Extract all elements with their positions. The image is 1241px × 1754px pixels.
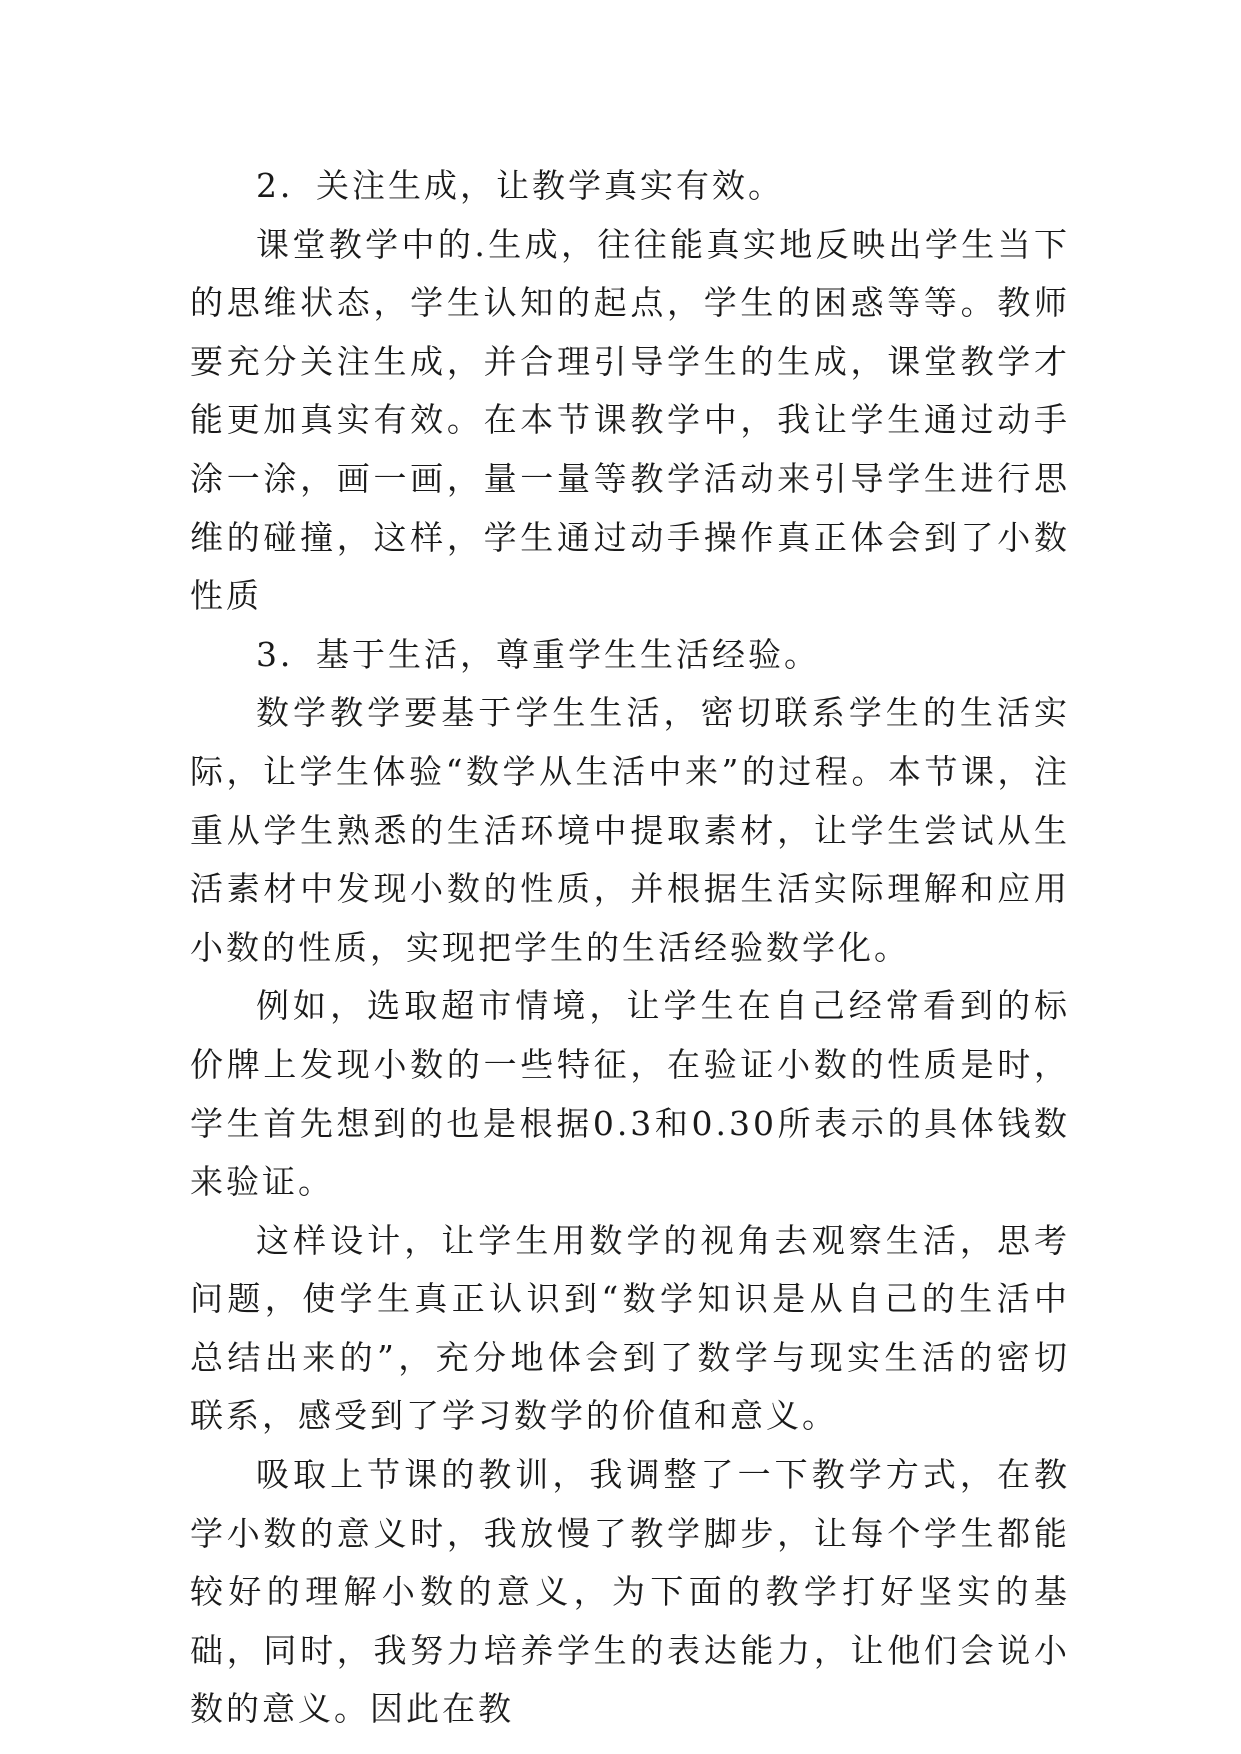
section-heading-2: 2．关注生成，让教学真实有效。 xyxy=(256,166,784,205)
paragraph: 数学教学要基于学生生活，密切联系学生的生活实际，让学生体验“数学从生活中来”的过程。本节课，注重从学生熟悉的生活环境中提取素材，让学生尝试从生活素材中发现小数的性质，并根据生活实际理解和应用小数的性质，实现把学生的生活经验数学化。 xyxy=(190,693,1070,967)
section-heading-3: 3．基于生活，尊重学生生活经验。 xyxy=(256,634,820,674)
paragraph: 课堂教学中的.生成，往往能真实地反映出学生当下的思维状态，学生认知的起点，学生的困惑等等。教师要充分关注生成，并合理引导学生的生成，课堂教学才能更加真实有效。在本节课教学中，我让学生通过动手涂一涂，画一画，量一量等教学活动来引导学生进行思维的碰撞，这样，学生通过动手操作真正体会到了小数性质 xyxy=(190,224,1070,616)
paragraph: 吸取上节课的教训，我调整了一下教学方式，在教学小数的意义时，我放慢了教学脚步，让每个学生都能较好的理解小数的意义，为下面的教学打好坚实的基础，同时，我努力培养学生的表达能力，让他们会说小数的意义。因此在教 xyxy=(190,1455,1070,1729)
paragraph: 这样设计，让学生用数学的视角去观察生活，思考问题，使学生真正认识到“数学知识是从自己的生活中总结出来的”，充分地体会到了数学与现实生活的密切联系，感受到了学习数学的价值和意义。 xyxy=(190,1220,1070,1436)
document-body xyxy=(190,157,1070,1739)
paragraph: 例如，选取超市情境，让学生在自己经常看到的标价牌上发现小数的一些特征，在验证小数的性质是时，学生首先想到的也是根据0.3和0.30所表示的具体钱数来验证。 xyxy=(190,986,1070,1202)
